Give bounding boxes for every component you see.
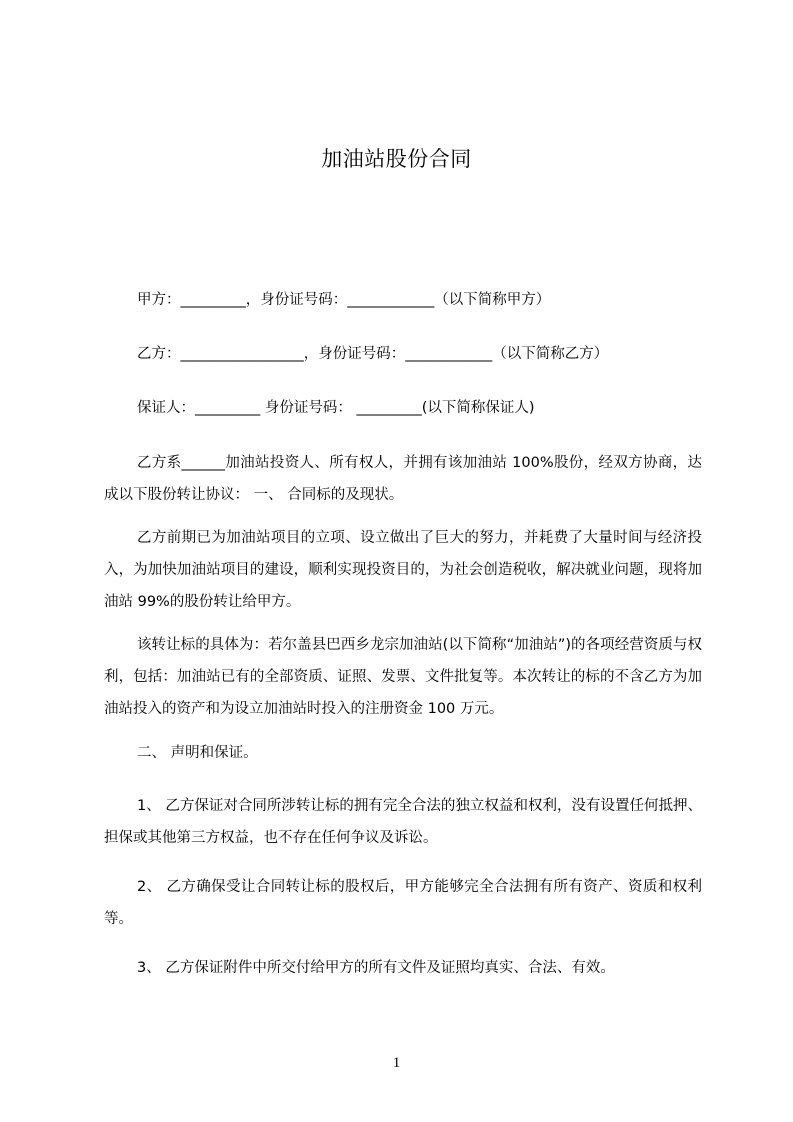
clause-1: 1、 乙方保证对合同所涉转让标的拥有完全合法的独立权益和权利，没有设置任何抵押、担保或其他第三方权益，也不存在任何争议及诉讼。	[104, 798, 702, 846]
party-a-line: 甲方：_________，身份证号码：____________（以下简称甲方）	[137, 292, 551, 308]
intro-paragraph: 乙方系______加油站投资人、所有权人，并拥有该加油站 100%股份，经双方协商，达成以下股份转让协议： 一、 合同标的及现状。	[104, 455, 702, 503]
page-number: 1	[392, 1055, 401, 1071]
guarantor-line: 保证人：_________ 身份证号码： _________(以下简称保证人)	[137, 400, 535, 416]
background-paragraph: 乙方前期已为加油站项目的立项、设立做出了巨大的努力，并耗费了大量时间与经济投入，为加快加油站项目的建设，顺利实现投资目的，为社会创造税收，解决就业问题，现将加油站 99%的股份转让给甲方。	[104, 530, 702, 610]
clause-2: 2、 乙方确保受让合同转让标的股权后，甲方能够完全合法拥有所有资产、资质和权利等。	[104, 879, 702, 927]
clause-3: 3、 乙方保证附件中所交付给甲方的所有文件及证照均真实、合法、有效。	[137, 960, 615, 976]
section-heading-2: 二、 声明和保证。	[137, 745, 258, 761]
party-b-line: 乙方：_________________，身份证号码：____________（以下简称乙方）	[137, 346, 609, 362]
document-title: 加油站股份合同	[321, 147, 472, 171]
subject-paragraph: 该转让标的具体为：若尔盖县巴西乡龙宗加油站(以下简称“加油站”)的各项经营资质与权利，包括：加油站已有的全部资质、证照、发票、文件批复等。本次转让的标的不含乙方为加油站投入的资产和为设立加油站时投入的注册资金 100 万元。	[104, 637, 702, 717]
